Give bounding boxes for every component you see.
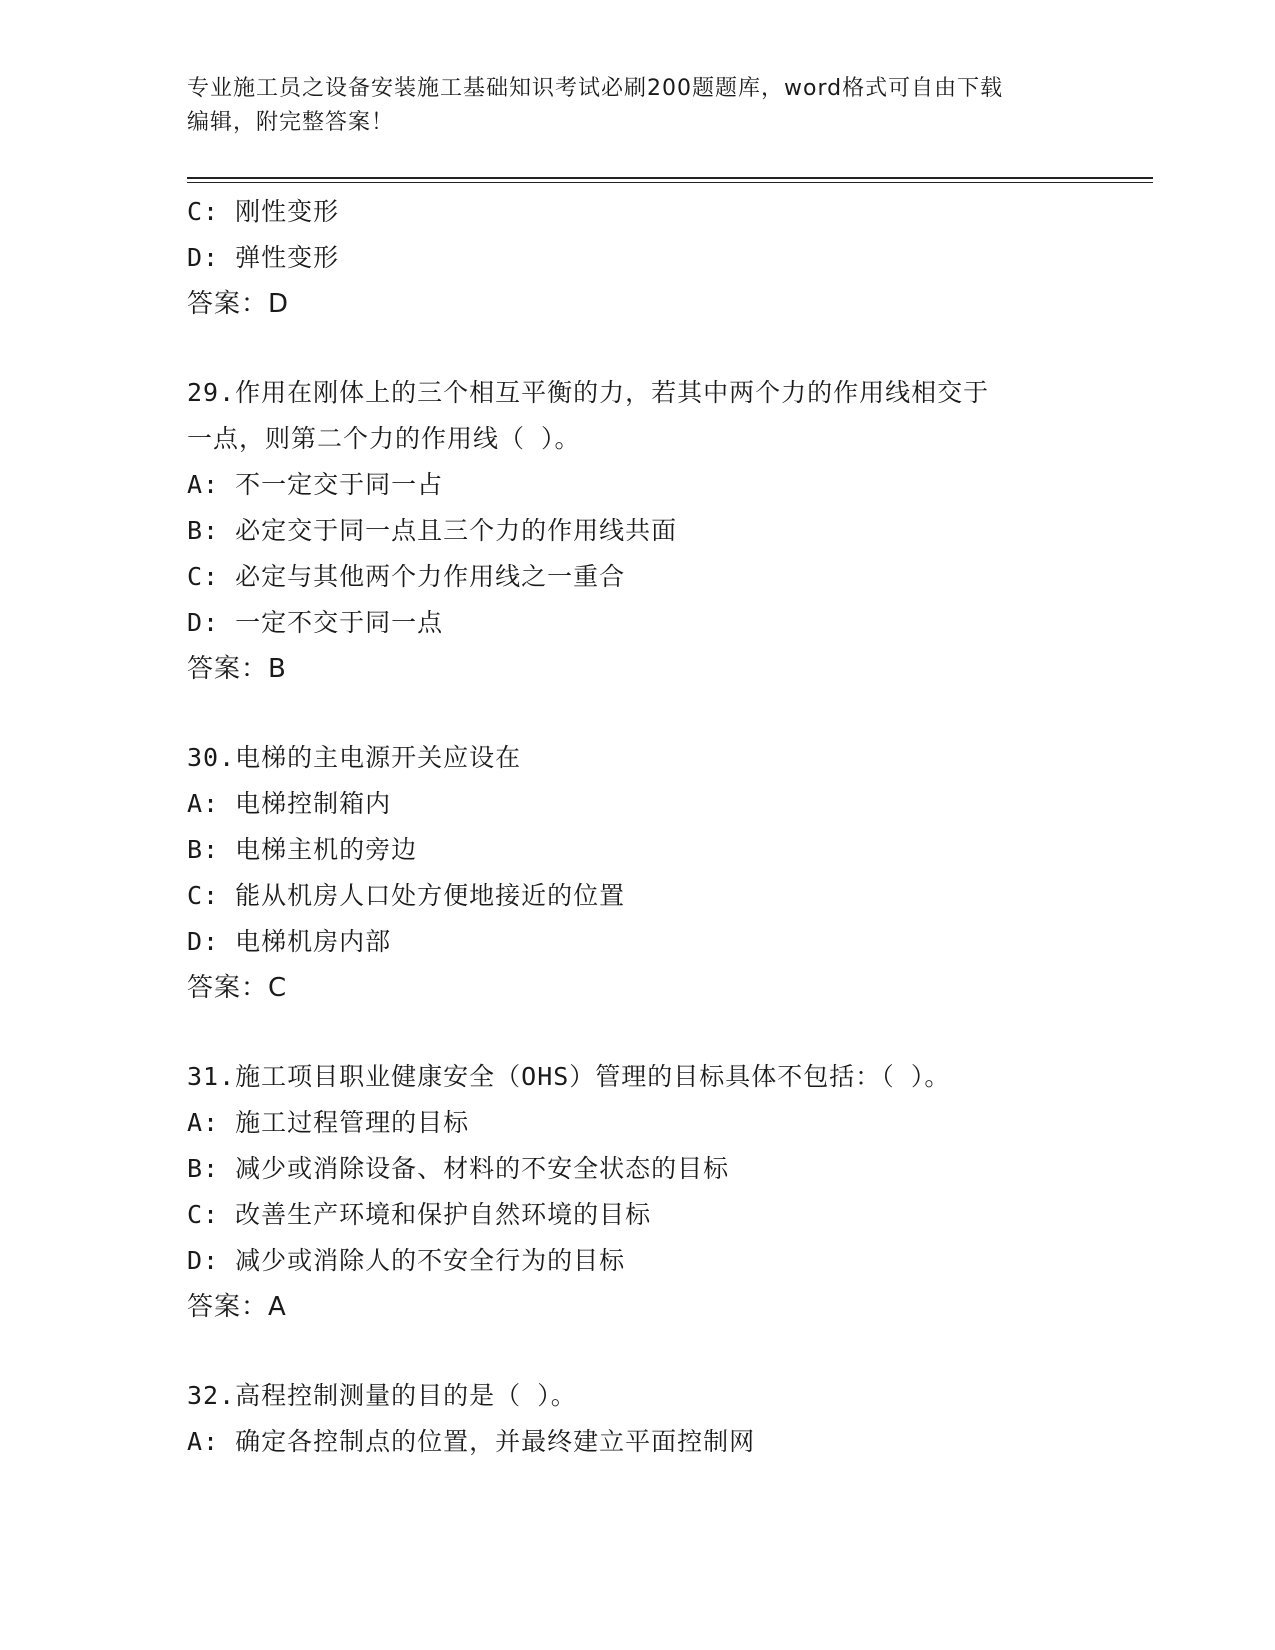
header-line-2: 编辑，附完整答案！ (187, 110, 395, 135)
option-b: B: 必定交于同一点且三个力的作用线共面 (187, 516, 678, 545)
question-31 (187, 1054, 1153, 1330)
answer-line: 答案：A (187, 1292, 287, 1322)
question-stem: 30.电梯的主电源开关应设在 (187, 743, 522, 772)
option-b: B: 电梯主机的旁边 (187, 835, 418, 864)
question-28-continued (187, 189, 1153, 327)
option-a: A: 确定各控制点的位置，并最终建立平面控制网 (187, 1427, 756, 1456)
header-divider-thin (187, 182, 1153, 183)
option-d: D: 弹性变形 (187, 243, 340, 272)
question-list (187, 189, 1153, 1465)
answer-line: 答案：D (187, 289, 290, 319)
question-stem: 一点，则第二个力的作用线（ ）。 (187, 424, 581, 453)
option-a: A: 电梯控制箱内 (187, 789, 392, 818)
option-c: C: 刚性变形 (187, 197, 340, 226)
option-b: B: 减少或消除设备、材料的不安全状态的目标 (187, 1154, 730, 1183)
option-c: C: 能从机房人口处方便地接近的位置 (187, 881, 626, 910)
option-a: A: 不一定交于同一占 (187, 470, 444, 499)
question-30 (187, 735, 1153, 1011)
answer-line: 答案：C (187, 973, 288, 1003)
header-divider-thick (187, 177, 1153, 179)
option-d: D: 一定不交于同一点 (187, 608, 444, 637)
question-stem: 31.施工项目职业健康安全（OHS）管理的目标具体不包括：（ ）。 (187, 1062, 951, 1091)
question-stem: 32.高程控制测量的目的是（ ）。 (187, 1381, 577, 1410)
option-a: A: 施工过程管理的目标 (187, 1108, 470, 1137)
option-d: D: 减少或消除人的不安全行为的目标 (187, 1246, 626, 1275)
question-32 (187, 1373, 1153, 1465)
option-c: C: 改善生产环境和保护自然环境的目标 (187, 1200, 652, 1229)
question-stem: 29.作用在刚体上的三个相互平衡的力，若其中两个力的作用线相交于 (187, 378, 990, 407)
question-29 (187, 370, 1153, 692)
answer-line: 答案：B (187, 654, 287, 684)
header-line-1: 专业施工员之设备安装施工基础知识考试必刷200题题库，word格式可自由下载 (187, 76, 1004, 101)
option-d: D: 电梯机房内部 (187, 927, 392, 956)
document-header (187, 72, 1087, 140)
option-c: C: 必定与其他两个力作用线之一重合 (187, 562, 626, 591)
